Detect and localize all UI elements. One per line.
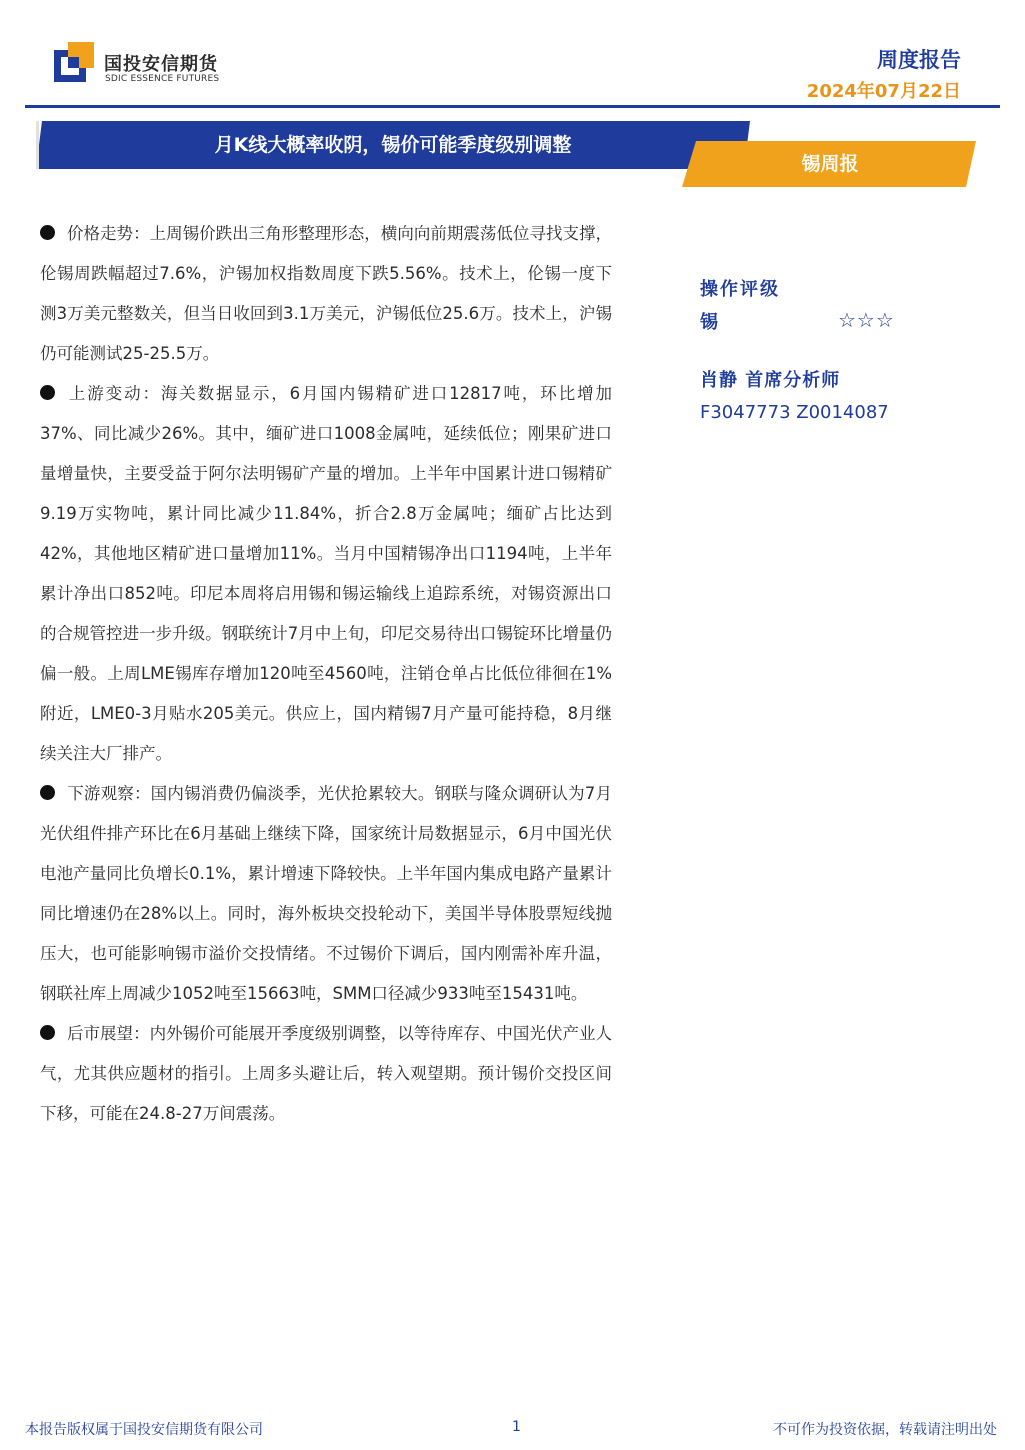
paragraph-text: 后市展望：内外锡价可能展开季度级别调整，以等待库存、中国光伏产业人气，尤其供应题材的指引。上周多头避让后，转入观望期。预计锡价交投区间下移，可能在24.8-27万间震荡。 [40,1024,612,1123]
bullet-icon [40,1025,55,1040]
paragraph-upstream [40,374,612,774]
logo-chinese-name: 国投安信期货 [104,54,218,75]
footer-copyright: 本报告版权属于国投安信期货有限公司 [25,1422,263,1438]
paragraph-downstream [40,774,612,1014]
logo-english-name: SDIC ESSENCE FUTURES [105,74,220,84]
report-category-tag: 锡周报 [801,153,859,175]
bullet-icon [40,385,55,400]
logo-mark-icon [54,42,94,82]
page-number: 1 [512,1419,521,1435]
analyst-name: 肖静 首席分析师 [700,370,841,391]
footer-disclaimer: 不可作为投资依据，转载请注明出处 [773,1422,997,1438]
bullet-icon [40,785,55,800]
rating-heading: 操作评级 [700,279,780,300]
header-divider [25,105,1000,108]
paragraph-text: 价格走势：上周锡价跌出三角形整理形态，横向向前期震荡低位寻找支撑，伦锡周跌幅超过7.6%，沪锡加权指数周度下跌5.56%。技术上，伦锡一度下测3万美元整数关，但当日收回到3.1万美元，沪锡低位25.6万。技术上，沪锡仍可能测试25-25.5万。 [40,224,612,363]
report-title: 月K线大概率收阴，锡价可能季度级别调整 [214,134,572,156]
paragraph-text: 下游观察：国内锡消费仍偏淡季，光伏抢累较大。钢联与隆众调研认为7月光伏组件排产环比在6月基础上继续下降，国家统计局数据显示，6月中国光伏电池产量同比负增长0.1%，累计增速下降较快。上半年国内集成电路产量累计同比增速仍在28%以上。同时，海外板块交投轮动下，美国半导体股票短线抛压大，也可能影响锡市溢价交投情绪。不过锡价下调后，国内刚需补库升温，钢联社库上周减少1052吨至15663吨，SMM口径减少933吨至15431吨。 [40,784,612,1003]
paragraph-price-trend [40,214,612,374]
bullet-icon [40,225,55,240]
report-date: 2024年07月22日 [806,81,961,102]
paragraph-text: 上游变动：海关数据显示，6月国内锡精矿进口12817吨，环比增加37%、同比减少26%。其中，缅矿进口1008金属吨，延续低位；刚果矿进口量增量快，主要受益于阿尔法明锡矿产量的增加。上半年中国累计进口锡精矿9.19万实物吨，累计同比减少11.84%，折合2.8万金属吨；缅矿占比达到42%，其他地区精矿进口量增加11%。当月中国精锡净出口1194吨，上半年累计净出口852吨。印尼本周将启用锡和锡运输线上追踪系统，对锡资源出口的合规管控进一步升级。钢联统计7月中上旬，印尼交易待出口锡锭环比增量仍偏一般。上周LME锡库存增加120吨至4560吨，注销仓单占比低位徘徊在1%附近，LME0-3月贴水205美元。供应上，国内精锡7月产量可能持稳，8月继续关注大厂排产。 [40,384,612,763]
rating-product: 锡 [700,312,718,333]
paragraph-outlook [40,1014,612,1134]
analyst-license-ids: F3047773 Z0014087 [700,402,889,423]
rating-stars-icon: ☆☆☆ [838,308,895,332]
report-type: 周度报告 [877,48,961,72]
report-body [40,214,612,1134]
